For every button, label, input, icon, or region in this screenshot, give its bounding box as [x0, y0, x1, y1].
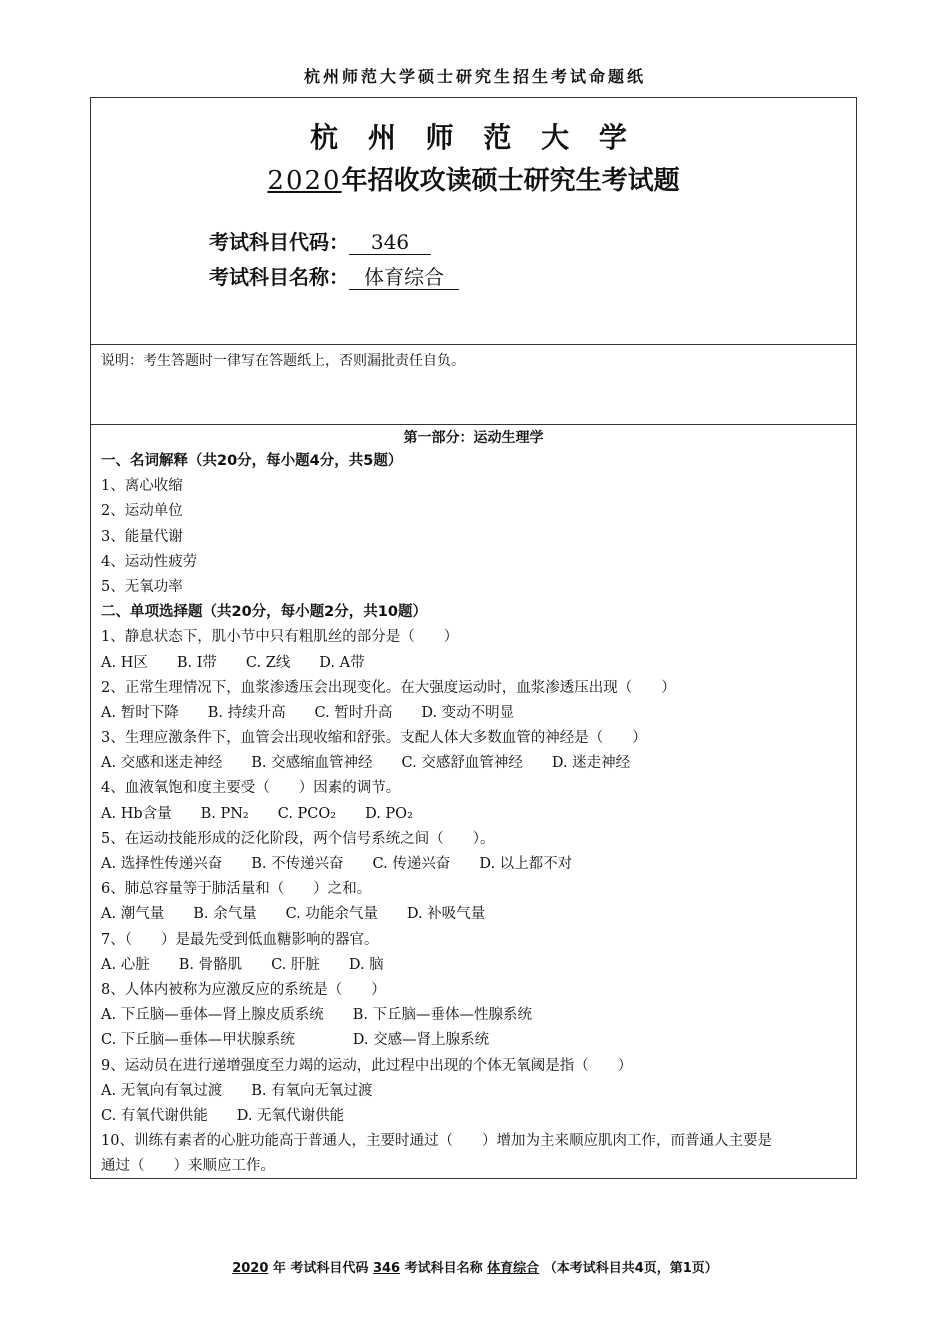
instructions-text: 说明：考生答题时一律写在答题纸上，否则漏批责任自负。 [101, 353, 465, 369]
footer-subject-name: 体育综合 [487, 1261, 540, 1276]
option-line: C. 有氧代谢供能 D. 无氧代谢供能 [101, 1107, 345, 1124]
question-line: 5、无氧功率 [101, 578, 183, 595]
question-line: 9、运动员在进行递增强度至力竭的运动，此过程中出现的个体无氧阈是指（ ） [101, 1057, 633, 1074]
instructions-section [91, 344, 856, 425]
option-line: A. 潮气量 B. 余气量 C. 功能余气量 D. 补吸气量 [101, 906, 486, 923]
exam-year: 2020 [267, 166, 342, 196]
footer-year: 2020 [232, 1261, 269, 1276]
subject-code-row [209, 226, 431, 255]
footer-text-2: 考试科目名称 [400, 1261, 488, 1276]
option-line: A. 无氧向有氧过渡 B. 有氧向无氧过渡 [101, 1082, 373, 1099]
questions-section [91, 425, 856, 1179]
university-name: 杭 州 师 范 大 学 [310, 121, 637, 154]
option-line: C. 下丘脑—垂体—甲状腺系统 D. 交感—肾上腺系统 [101, 1032, 490, 1049]
subject-name-row [209, 261, 459, 290]
footer-text-3: （本考试科目共4页，第1页） [539, 1261, 718, 1276]
subject-name-label: 考试科目名称： [209, 265, 349, 289]
question-line: 1、静息状态下，肌小节中只有粗肌丝的部分是（ ） [101, 629, 459, 646]
question-line: 6、肺总容量等于肺活量和（ ）之和。 [101, 881, 372, 898]
question-line: 2、正常生理情况下，血浆渗透压会出现变化。在大强度运动时，血浆渗透压出现（ ） [101, 679, 676, 696]
option-line: A. 心脏 B. 骨骼肌 C. 肝脏 D. 脑 [101, 956, 384, 973]
question-line: 2、运动单位 [101, 503, 183, 520]
subject-code-label: 考试科目代码： [209, 230, 349, 254]
section-heading: 二、单项选择题（共20分，每小题2分，共10题） [101, 604, 427, 621]
question-line: 7、（ ）是最先受到低血糖影响的器官。 [101, 931, 379, 948]
part-title: 第一部分：运动生理学 [403, 430, 544, 446]
option-line: A. H区 B. I带 C. Z线 D. A带 [101, 654, 365, 671]
question-list [91, 449, 856, 1179]
footer-code: 346 [372, 1261, 401, 1276]
page-footer [0, 1257, 950, 1276]
question-line: 3、能量代谢 [101, 528, 183, 545]
exam-name: 年招收攻读硕士研究生考试题 [341, 166, 680, 196]
question-line: 5、在运动技能形成的泛化阶段，两个信号系统之间（ ）。 [101, 830, 495, 847]
option-line: A. Hb含量 B. PN₂ C. PCO₂ D. PO₂ [101, 805, 413, 822]
option-line: A. 选择性传递兴奋 B. 不传递兴奋 C. 传递兴奋 D. 以上都不对 [101, 856, 573, 872]
question-line: 8、人体内被称为应激反应的系统是（ ） [101, 981, 386, 998]
question-line: 通过（ ）来顺应工作。 [101, 1158, 275, 1175]
subject-code-value: 346 [349, 230, 431, 255]
section-heading: 一、名词解释（共20分，每小题4分，共5题） [101, 453, 403, 469]
title-section [91, 98, 856, 345]
option-line: A. 交感和迷走神经 B. 交感缩血管神经 C. 交感舒血管神经 D. 迷走神经 [101, 755, 631, 772]
question-line: 10、训练有素者的心脏功能高于普通人，主要时通过（ ）增加为主来顺应肌肉工作，而普通人主要是 [101, 1133, 772, 1150]
question-line: 3、生理应激条件下，血管会出现收缩和舒张。支配人体大多数血管的神经是（ ） [101, 730, 647, 747]
subject-name-value: 体育综合 [349, 265, 459, 290]
exam-title [91, 160, 856, 197]
question-line: 1、离心收缩 [101, 478, 183, 495]
footer-text-1: 年 考试科目代码 [268, 1261, 373, 1276]
option-line: A. 暂时下降 B. 持续升高 C. 暂时升高 D. 变动不明显 [101, 704, 515, 721]
question-line: 4、血液氧饱和度主要受（ ）因素的调节。 [101, 780, 401, 797]
exam-frame [90, 97, 857, 1179]
question-line: 4、运动性疲劳 [101, 553, 198, 570]
option-line: A. 下丘脑—垂体—肾上腺皮质系统 B. 下丘脑—垂体—性腺系统 [101, 1007, 533, 1024]
page-header: 杭州师范大学硕士研究生招生考试命题纸 [303, 67, 646, 86]
